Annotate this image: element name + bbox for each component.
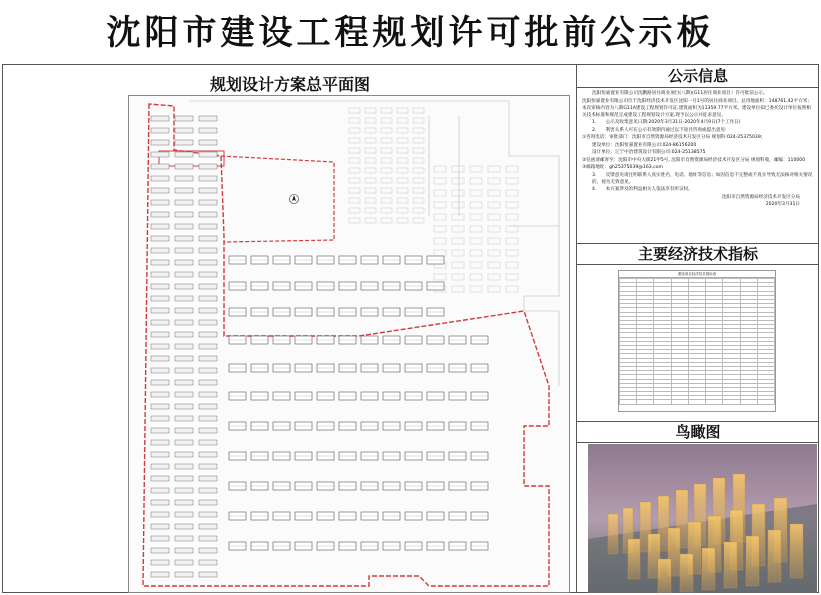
site-block bbox=[175, 236, 193, 241]
site-block bbox=[151, 272, 169, 277]
site-block bbox=[199, 524, 217, 529]
site-block bbox=[151, 440, 169, 445]
site-block bbox=[175, 296, 193, 301]
site-block bbox=[199, 212, 217, 217]
site-plan-drawing bbox=[128, 95, 570, 593]
site-block bbox=[199, 464, 217, 469]
indicators-heading: 主要经济技术指标 bbox=[577, 243, 819, 265]
notice-item: ②信函请邮寄至：沈阳市中央大街21甲5号, 沈阳市自然资源局经济技术开发区分局 规划科收，邮编：110000 bbox=[582, 157, 806, 163]
notice-item: 建设单位：沈阳恒嘉置业有限公司:024-86156200 bbox=[592, 142, 697, 148]
site-block bbox=[151, 296, 169, 301]
aerial-tower bbox=[628, 539, 640, 579]
aerial-render-svg bbox=[588, 444, 817, 593]
site-block bbox=[199, 116, 217, 121]
site-block bbox=[175, 524, 193, 529]
notice-date: 2020年3月31日 bbox=[765, 202, 800, 207]
site-block bbox=[175, 380, 193, 385]
site-block bbox=[151, 176, 169, 181]
site-block bbox=[175, 116, 193, 121]
aerial-tower bbox=[768, 530, 781, 582]
site-block bbox=[199, 560, 217, 565]
site-block bbox=[199, 452, 217, 457]
site-block bbox=[175, 188, 193, 193]
site-block bbox=[199, 404, 217, 409]
aerial-tower bbox=[658, 559, 671, 593]
site-block bbox=[199, 536, 217, 541]
site-block bbox=[175, 320, 193, 325]
site-block bbox=[151, 344, 169, 349]
site-block bbox=[199, 128, 217, 133]
site-block bbox=[175, 248, 193, 253]
column-divider bbox=[576, 64, 577, 593]
site-block bbox=[175, 224, 193, 229]
site-block bbox=[151, 332, 169, 337]
site-block bbox=[175, 428, 193, 433]
site-block bbox=[199, 368, 217, 373]
site-block bbox=[151, 140, 169, 145]
site-block bbox=[151, 320, 169, 325]
site-block bbox=[175, 416, 193, 421]
site-block bbox=[175, 176, 193, 181]
site-block bbox=[151, 188, 169, 193]
site-block bbox=[199, 440, 217, 445]
aerial-tower bbox=[702, 548, 715, 590]
site-block bbox=[151, 116, 169, 121]
indicators-grid bbox=[619, 278, 775, 405]
site-block bbox=[175, 284, 193, 289]
site-block bbox=[151, 152, 169, 157]
notice-intro: 沈阳恒嘉置业有限公司沈鹏路居住商业项目(八期)(G11居住商业项目）许可批前公示。 bbox=[592, 91, 768, 96]
site-block bbox=[175, 536, 193, 541]
notice-text bbox=[582, 90, 814, 240]
notice-item: 1. 公示及收集意见日期:2020年3月31日-2020年4月9日(7个工作日) bbox=[592, 120, 741, 125]
notice-info-heading: 公示信息 bbox=[577, 66, 819, 88]
site-block bbox=[175, 164, 193, 169]
site-block bbox=[175, 140, 193, 145]
site-block bbox=[175, 500, 193, 505]
site-block bbox=[199, 356, 217, 361]
site-block bbox=[199, 272, 217, 277]
site-block bbox=[175, 452, 193, 457]
site-block bbox=[199, 200, 217, 205]
site-block bbox=[199, 236, 217, 241]
site-block bbox=[151, 212, 169, 217]
site-block bbox=[151, 380, 169, 385]
aerial-tower bbox=[790, 524, 803, 578]
site-block bbox=[199, 416, 217, 421]
site-block bbox=[199, 392, 217, 397]
site-block bbox=[175, 368, 193, 373]
aerial-view-heading: 鸟瞰图 bbox=[577, 421, 819, 443]
notice-item: 4. 本方案涉及的利益相关人依法享有听证权。 bbox=[592, 187, 693, 192]
site-block bbox=[151, 452, 169, 457]
site-block bbox=[175, 200, 193, 205]
notice-item: 2. 利害关系人可在公示有效期内通过以下途径咨询或提出意见: bbox=[592, 127, 727, 133]
site-block bbox=[199, 284, 217, 289]
notice-signature: 沈阳市自然资源局经济技术开发区分局 bbox=[721, 194, 800, 200]
site-block bbox=[151, 392, 169, 397]
site-block bbox=[175, 512, 193, 517]
site-block bbox=[151, 488, 169, 493]
site-block bbox=[151, 224, 169, 229]
site-block bbox=[199, 260, 217, 265]
site-plan-title: 规划设计方案总平面图 bbox=[209, 75, 370, 94]
site-block bbox=[175, 152, 193, 157]
site-block bbox=[151, 548, 169, 553]
site-block bbox=[151, 560, 169, 565]
site-block bbox=[175, 392, 193, 397]
site-block bbox=[199, 224, 217, 229]
site-block bbox=[151, 236, 169, 241]
notice-item: 3. 反馈意见请注明联系人真实姓名，电话、地址等信息；如因信息不完整或不真实导致无法核对相关情况的，视为无效意见。 bbox=[592, 172, 813, 185]
site-block bbox=[199, 332, 217, 337]
aerial-tower bbox=[680, 554, 693, 592]
site-block bbox=[199, 320, 217, 325]
site-block bbox=[199, 500, 217, 505]
board-title: 沈阳市建设工程规划许可批前公示板 bbox=[106, 13, 715, 53]
site-block bbox=[199, 476, 217, 481]
site-block bbox=[199, 512, 217, 517]
aerial-view-image bbox=[588, 444, 817, 593]
site-block bbox=[199, 488, 217, 493]
site-block bbox=[151, 572, 169, 577]
site-block bbox=[199, 188, 217, 193]
site-block bbox=[151, 428, 169, 433]
site-block bbox=[175, 128, 193, 133]
site-block bbox=[175, 560, 193, 565]
site-block bbox=[151, 164, 169, 169]
site-block bbox=[151, 476, 169, 481]
site-block bbox=[151, 128, 169, 133]
site-block bbox=[199, 380, 217, 385]
site-block bbox=[175, 548, 193, 553]
site-block bbox=[151, 248, 169, 253]
site-plan-svg bbox=[129, 96, 570, 593]
north-arrow-small bbox=[290, 195, 299, 204]
site-block bbox=[175, 476, 193, 481]
site-block bbox=[151, 524, 169, 529]
site-block bbox=[199, 344, 217, 349]
site-block bbox=[151, 368, 169, 373]
site-block bbox=[199, 164, 217, 169]
site-block bbox=[175, 356, 193, 361]
notice-body: 沈阳恒嘉置业有限公司位于沈阳经济技术开发区沈阳一号1号的居住商业项目。总用地面积：148761.42平方米；本次审核内容为八期G11A建设工程规划许可证,建筑面积为11359.77平方米。建设单位拟已委托设计单位按照相关技术标准和规范完成建设工程规划设计方案,现予以公示并征求意见。 bbox=[582, 98, 812, 118]
site-block bbox=[175, 404, 193, 409]
site-block bbox=[151, 356, 169, 361]
site-block bbox=[151, 260, 169, 265]
site-block bbox=[151, 308, 169, 313]
site-block bbox=[199, 548, 217, 553]
site-block bbox=[199, 140, 217, 145]
aerial-tower bbox=[724, 542, 737, 588]
site-block bbox=[175, 488, 193, 493]
site-block bbox=[151, 416, 169, 421]
site-block bbox=[151, 284, 169, 289]
site-block bbox=[151, 464, 169, 469]
site-block bbox=[151, 404, 169, 409]
site-block bbox=[175, 272, 193, 277]
notice-item: ①咨询电话：审批部门：沈阳市自然资源局经济技术开发区分局 规划科:024-25375039; bbox=[582, 135, 763, 140]
site-block bbox=[175, 212, 193, 217]
site-block bbox=[199, 428, 217, 433]
site-block bbox=[199, 308, 217, 313]
aerial-tower bbox=[608, 514, 618, 554]
aerial-tower bbox=[746, 536, 759, 586]
site-block bbox=[175, 464, 193, 469]
indicators-table-title: 建设项目经济技术指标表 bbox=[619, 271, 775, 278]
site-block bbox=[175, 572, 193, 577]
site-block bbox=[199, 152, 217, 157]
notice-item: ③邮箱地址：gh25375039@163.com bbox=[582, 165, 663, 170]
site-block bbox=[175, 260, 193, 265]
site-block bbox=[175, 308, 193, 313]
site-block bbox=[175, 344, 193, 349]
site-block bbox=[151, 512, 169, 517]
north-zone-boundary bbox=[221, 156, 334, 242]
site-block bbox=[199, 572, 217, 577]
site-block bbox=[151, 536, 169, 541]
site-block bbox=[175, 440, 193, 445]
site-block bbox=[199, 248, 217, 253]
site-block bbox=[199, 176, 217, 181]
site-block bbox=[151, 500, 169, 505]
site-block bbox=[175, 332, 193, 337]
notice-item: 设计单位：辽宁中冶建筑设计有限公司:024-25138575 bbox=[592, 150, 706, 155]
site-block bbox=[151, 200, 169, 205]
site-block bbox=[199, 296, 217, 301]
indicators-table bbox=[618, 270, 776, 412]
